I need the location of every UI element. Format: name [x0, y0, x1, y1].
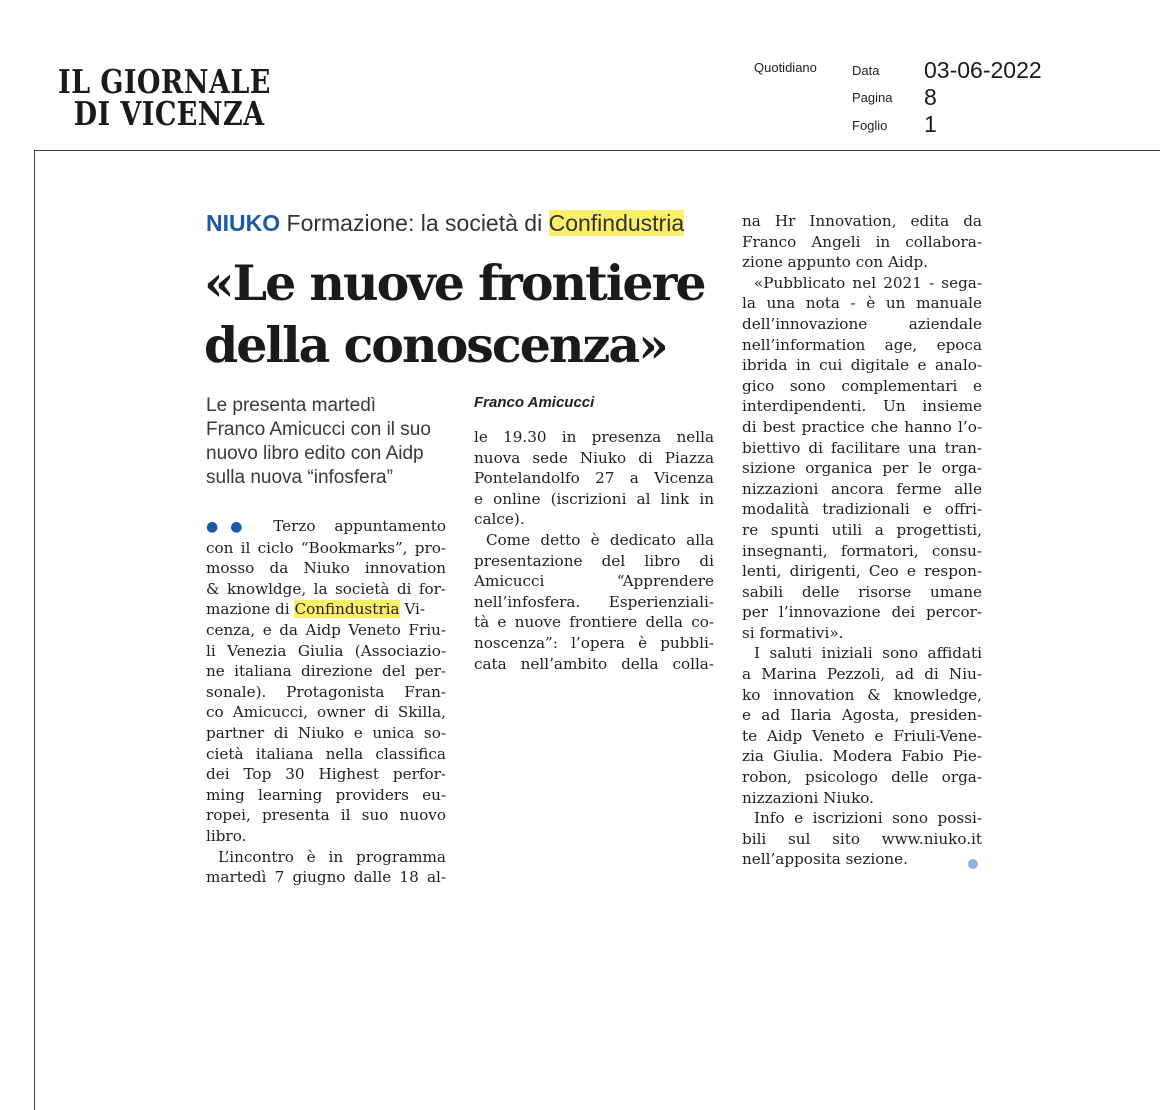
body-line: le 19.30 in presenza nella	[474, 428, 714, 446]
body-line: ko innovation & knowledge,	[742, 685, 982, 704]
body-line: bili sul sito www.niuko.it	[742, 829, 982, 848]
article-column-2	[474, 427, 714, 674]
body-line: cata nell’ambito della colla-	[474, 654, 714, 673]
body-line: si formativi».	[742, 623, 844, 642]
body-line: te Aidp Veneto e Friuli-Vene-	[742, 726, 982, 745]
date-value: 03-06-2022	[924, 57, 1042, 83]
body-line: co Amicucci, owner di Skilla,	[206, 703, 446, 722]
body-line: nizzazioni Niuko.	[742, 788, 875, 807]
body-line: re spunti utili a progettisti,	[742, 520, 982, 539]
publication-type: Quotidiano	[754, 60, 817, 75]
headline-line-2: della conoscenza»	[204, 316, 667, 374]
body-line: con il ciclo “Bookmarks”, pro-	[206, 538, 446, 557]
body-line: ibrida in cui digitale e analo-	[742, 356, 982, 375]
body-line: nuova sede Niuko di Piazza	[474, 448, 714, 467]
body-line: L’incontro è in programma	[218, 847, 446, 866]
body-line: I saluti iniziali sono affidati	[754, 644, 982, 663]
body-line: noscenza”: l’opera è pubbli-	[474, 633, 714, 652]
summary-line: Le presenta martedì	[206, 395, 377, 416]
body-line: li Venezia Giulia (Associazio-	[206, 641, 446, 660]
headline-line-1: «Le nuove frontiere	[204, 254, 705, 312]
body-line: libro.	[206, 826, 247, 845]
body-line: & knowldge, la società di for-	[206, 579, 446, 598]
body-line: ne italiana direzione del per-	[206, 662, 446, 681]
page-label: Pagina	[852, 90, 893, 105]
body-line: interdipendenti. Un insieme	[742, 397, 982, 416]
sheet-label: Foglio	[852, 118, 888, 133]
body-line: zione appunto con Aidp.	[742, 253, 929, 272]
body-line: lenti, dirigenti, Ceo e respon-	[742, 562, 982, 581]
body-line: zia Giulia. Modera Fabio Pie-	[742, 747, 982, 766]
body-line: na Hr Innovation, edita da	[742, 212, 982, 230]
body-line: Amicucci “Apprendere	[474, 572, 714, 591]
article-summary	[206, 394, 456, 490]
summary-line: sulla nuova “infosfera”	[206, 467, 393, 488]
body-line: nell’infosfera. Esperienziali-	[474, 592, 714, 611]
body-line: «Pubblicato nel 2021 - sega-	[754, 273, 982, 292]
body-line: calce).	[474, 510, 525, 529]
end-of-article-dot-icon	[968, 859, 978, 869]
body-line: Info e iscrizioni sono possi-	[754, 809, 982, 828]
article-column-1	[206, 516, 446, 888]
body-line: ropei, presenta il suo nuovo	[206, 806, 446, 825]
newspaper-masthead	[58, 62, 271, 133]
sheet-value: 1	[924, 111, 937, 137]
body-line: robon, psicologo delle orga-	[742, 768, 982, 787]
body-line: cenza, e da Aidp Veneto Friu-	[206, 620, 446, 639]
masthead-line-2: DI VICENZA	[73, 94, 265, 133]
body-line: Come detto è dedicato alla	[486, 530, 714, 549]
page-value: 8	[924, 84, 937, 110]
body-line: mazione di Confindustria Vi-	[206, 600, 426, 619]
body-line: sonale). Protagonista Fran-	[206, 682, 446, 701]
body-line: Franco Angeli in collabora-	[742, 232, 982, 251]
highlighted-term: Confindustria	[294, 600, 400, 619]
body-line: ●● Terzo appuntamento	[206, 517, 447, 535]
body-line: tà e nuove frontiere della co-	[474, 613, 714, 632]
article-headline	[204, 252, 734, 376]
body-line: dell’innovazione aziendale	[742, 314, 982, 333]
body-line: biettivo di facilitare una tran-	[742, 438, 982, 457]
article-byline: Franco Amicucci	[474, 394, 595, 411]
body-line: e ad Ilaria Agosta, presiden-	[742, 706, 982, 725]
masthead-line-1: IL GIORNALE	[58, 62, 271, 101]
body-line: e online (iscrizioni al link in	[474, 489, 714, 508]
body-line: cietà italiana nella classifica	[206, 744, 446, 763]
body-line: presentazione del libro di	[474, 551, 714, 570]
article-column-3	[742, 211, 982, 870]
body-line: per l’innovazione dei percor-	[742, 603, 982, 622]
body-line: Pontelandolfo 27 a Vicenza	[474, 469, 714, 488]
article-kicker	[206, 210, 684, 237]
body-line: ming learning providers eu-	[206, 785, 446, 804]
date-label: Data	[852, 63, 880, 78]
body-line: nell’information age, epoca	[742, 335, 982, 354]
body-line: martedì 7 giugno dalle 18 al-	[206, 868, 446, 887]
kicker-brand: NIUKO	[206, 210, 281, 236]
body-line: a Marina Pezzoli, ad di Niu-	[742, 665, 982, 684]
body-line: insegnanti, formatori, consu-	[742, 541, 982, 560]
body-line: sabili delle risorse umane	[742, 582, 982, 601]
body-line: nizzazioni ancora ferme alle	[742, 479, 982, 498]
body-line: dei Top 30 Highest perfor-	[206, 765, 446, 784]
body-line: la una nota - è un manuale	[742, 294, 982, 313]
summary-line: nuovo libro edito con Aidp	[206, 443, 424, 464]
summary-line: Franco Amicucci con il suo	[206, 419, 431, 440]
lead-dots-icon: ●●	[206, 519, 255, 535]
body-line: partner di Niuko e unica so-	[206, 723, 446, 742]
body-line: modalità tradizionali e offri-	[742, 500, 982, 519]
body-line: di best practice che hanno l’o-	[742, 417, 982, 436]
kicker-highlight: Confindustria	[548, 210, 685, 236]
body-line: nell’apposita sezione.	[742, 850, 908, 869]
body-line: mosso da Niuko innovation	[206, 559, 446, 578]
kicker-text: Formazione: la società di	[286, 210, 543, 236]
body-line: gico sono complementari e	[742, 376, 982, 395]
body-line: sizione organica per le orga-	[742, 459, 982, 478]
